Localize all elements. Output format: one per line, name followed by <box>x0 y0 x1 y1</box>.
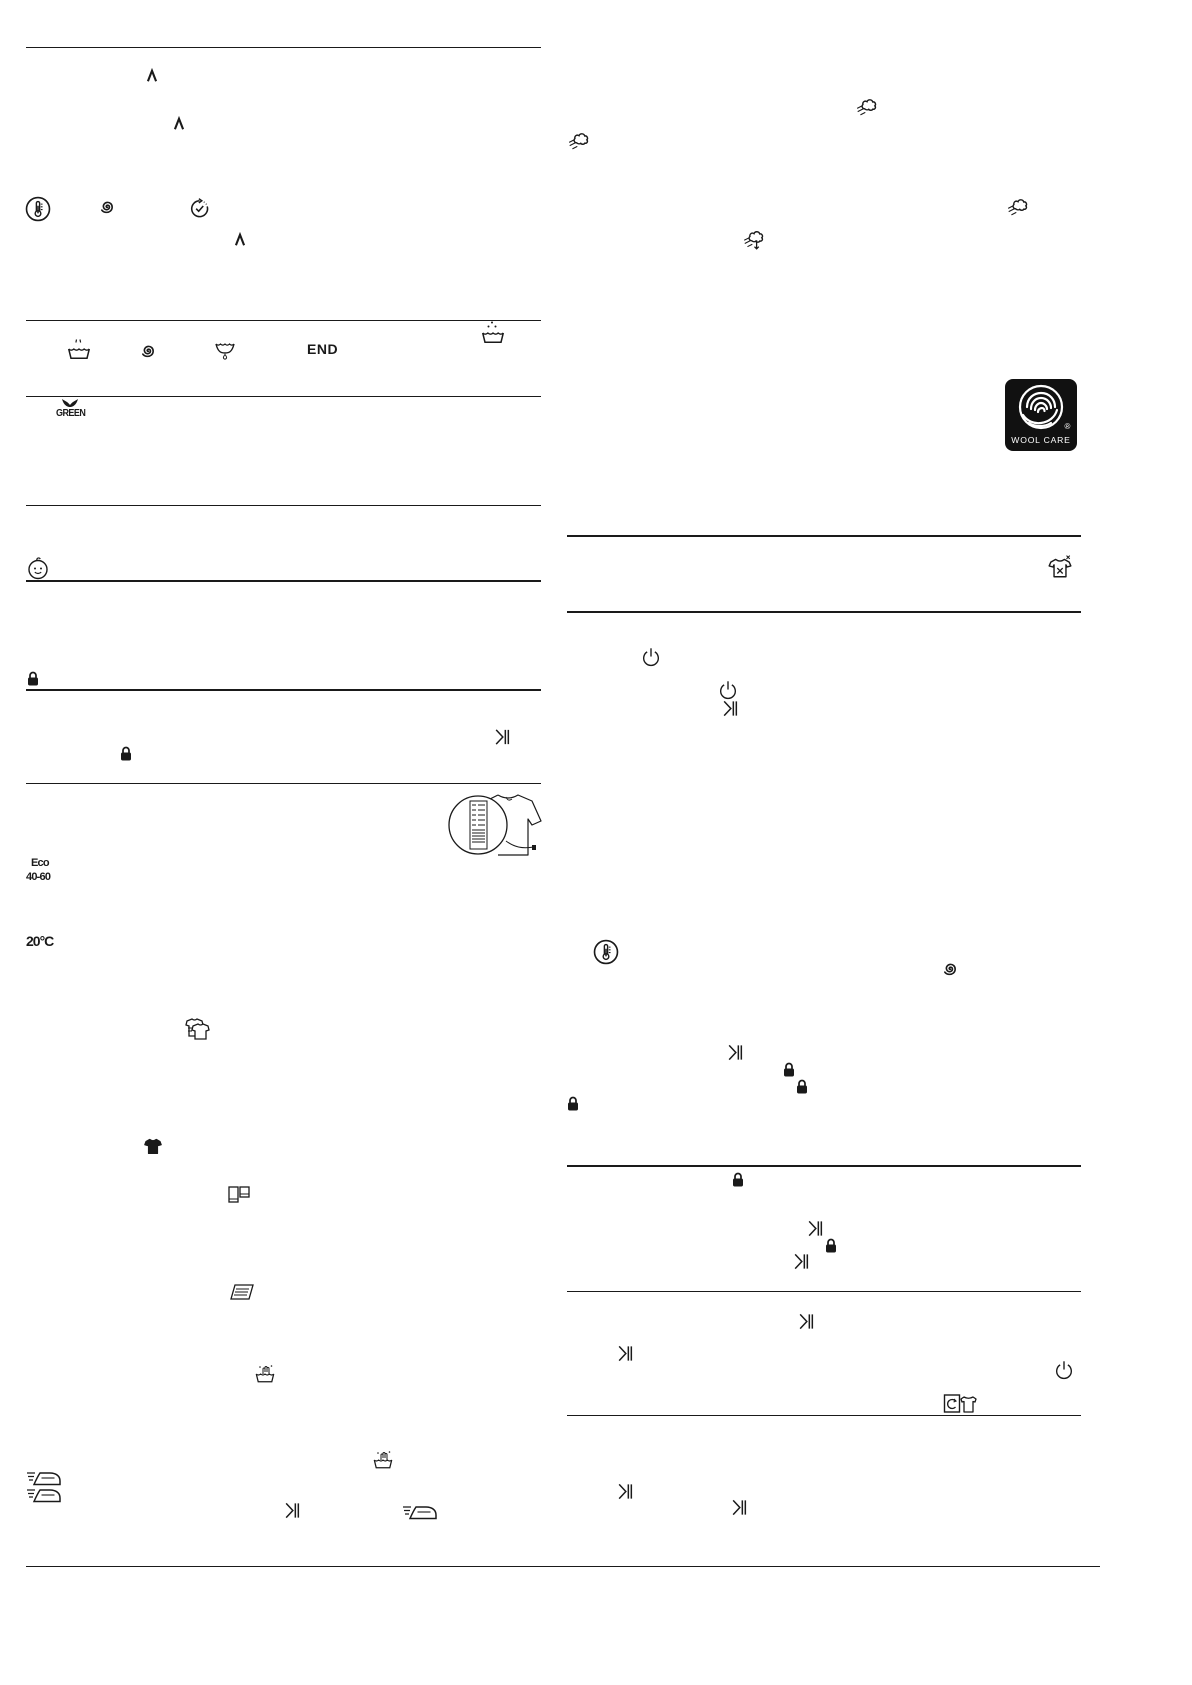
steam-refresh-icon <box>742 223 768 251</box>
towels-icon <box>227 1184 251 1204</box>
section-heading-rule <box>567 1165 1081 1167</box>
start-pause-icon <box>805 1218 825 1239</box>
rinse-icon <box>480 320 506 346</box>
start-pause-icon <box>791 1251 811 1272</box>
lock-icon <box>730 1170 746 1189</box>
hand-wash-icon <box>254 1363 276 1385</box>
power-icon <box>640 646 662 668</box>
start-pause-icon <box>615 1481 635 1502</box>
temperature-20-label: 20°C <box>26 933 54 949</box>
start-pause-icon <box>796 1311 816 1332</box>
green-leaf-icon <box>61 398 79 408</box>
child-lock-face-icon <box>26 556 51 581</box>
prewash-icon <box>66 336 92 362</box>
steam-icon <box>1006 191 1032 217</box>
lock-icon <box>794 1077 810 1096</box>
section-heading-rule <box>26 580 541 582</box>
wool-care-logo <box>1005 379 1077 451</box>
drum-clean-icon <box>943 1393 977 1414</box>
temperature-icon <box>593 939 619 965</box>
green-label: GREEN <box>56 408 86 419</box>
start-pause-icon <box>615 1343 635 1364</box>
temperature-icon <box>25 196 51 222</box>
no-laundry-icon <box>1047 554 1073 580</box>
wool-care-text: WOOL CARE <box>1011 435 1071 445</box>
start-pause-icon <box>282 1500 302 1521</box>
timer-icon <box>187 196 212 221</box>
steam-icon <box>855 91 881 117</box>
spin-icon <box>95 195 119 219</box>
up-arrow-icon <box>172 116 186 132</box>
lock-icon <box>118 744 134 763</box>
start-pause-icon <box>720 698 740 719</box>
spin-icon <box>938 957 962 981</box>
easy-iron-icon <box>229 1283 255 1301</box>
spin-icon <box>136 339 160 363</box>
start-pause-icon <box>729 1497 749 1518</box>
iron-icon <box>402 1501 438 1521</box>
tshirt-icon <box>143 1136 163 1156</box>
up-arrow-icon <box>145 68 159 84</box>
power-icon <box>1053 1359 1075 1381</box>
eco-label: Eco <box>31 857 49 869</box>
section-divider <box>26 783 541 784</box>
lock-icon <box>823 1236 839 1255</box>
iron-icon <box>26 1484 62 1504</box>
steam-icon <box>567 125 593 151</box>
care-label-illustration <box>446 793 542 859</box>
mixed-laundry-icon <box>183 1018 211 1040</box>
lock-icon <box>565 1094 581 1113</box>
footer-rule <box>26 1566 1100 1567</box>
section-heading-rule <box>567 611 1081 613</box>
start-pause-icon <box>492 727 512 747</box>
registered-mark: ® <box>1064 422 1071 431</box>
drain-icon <box>213 337 239 363</box>
hand-wash-icon <box>372 1449 394 1471</box>
section-heading-rule <box>567 535 1081 537</box>
section-divider <box>567 1291 1081 1292</box>
eco-range-label: 40-60 <box>26 871 51 883</box>
up-arrow-icon <box>233 232 247 248</box>
start-pause-icon <box>725 1042 745 1063</box>
section-divider <box>26 47 541 48</box>
section-divider <box>26 396 541 397</box>
section-divider <box>26 505 541 506</box>
section-heading-rule <box>26 689 541 691</box>
section-divider <box>567 1415 1081 1416</box>
lock-icon <box>25 669 41 688</box>
end-indicator: END <box>307 341 339 357</box>
section-divider <box>26 320 541 321</box>
